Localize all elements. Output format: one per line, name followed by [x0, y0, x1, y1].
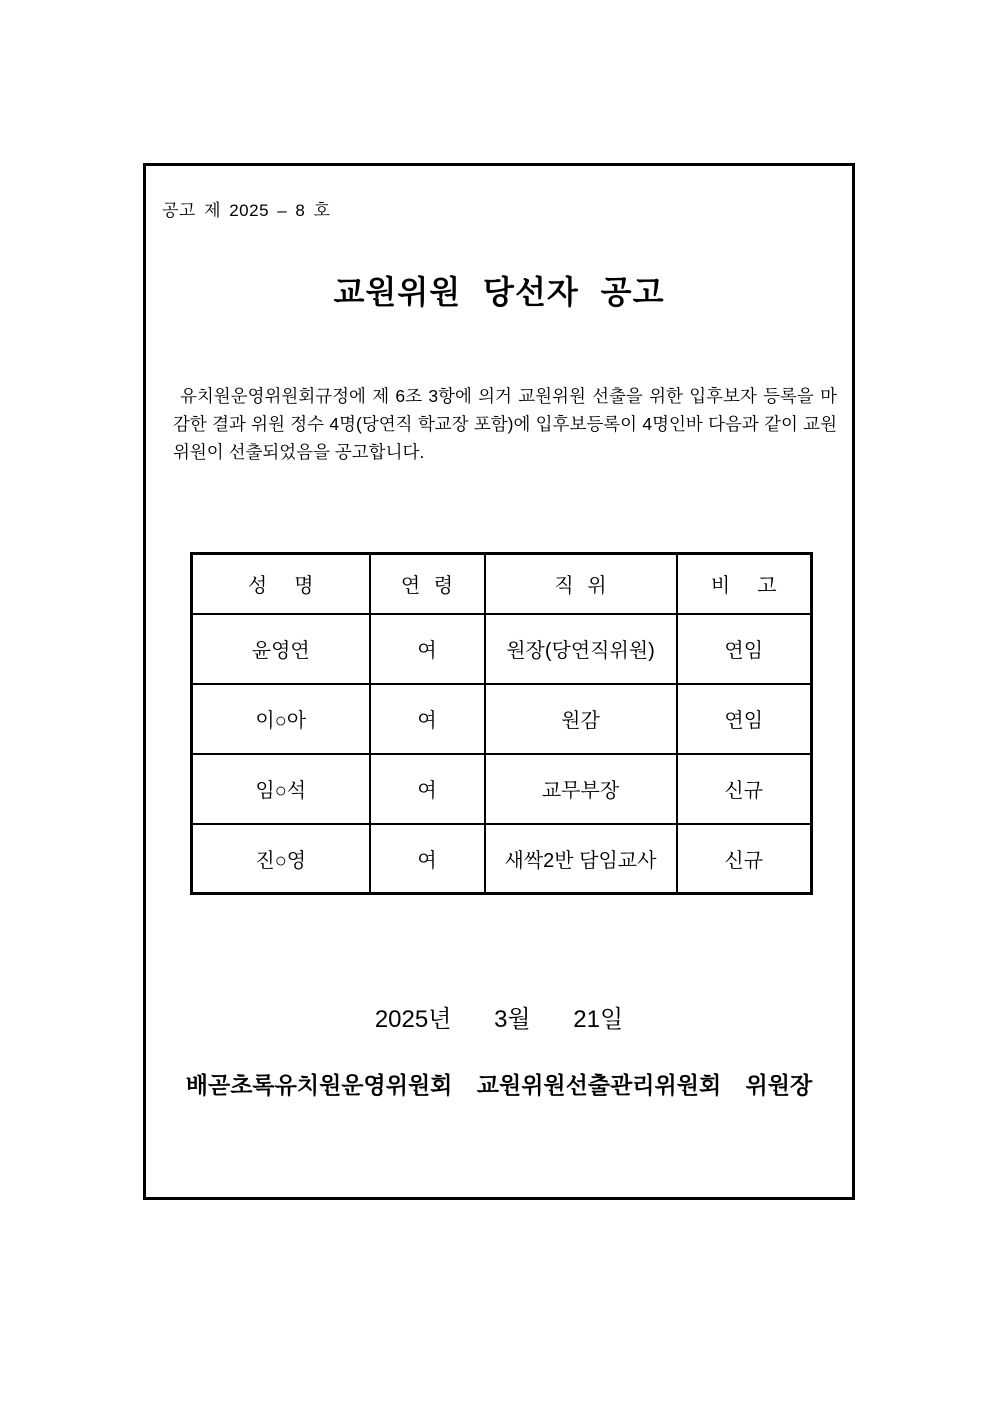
table-header-row	[192, 554, 812, 614]
doc-date: 2025년 3월 21일	[374, 1006, 624, 1033]
table-cell: 진○영	[192, 824, 370, 894]
table-cell: 연임	[677, 614, 812, 684]
table-cell: 교무부장	[485, 754, 677, 824]
table-cell: 여	[370, 614, 485, 684]
table-row	[192, 754, 812, 824]
table-cell: 이○아	[192, 684, 370, 754]
elected-members-table	[190, 552, 813, 895]
table-header-cell: 직 위	[485, 554, 677, 614]
table-cell: 원장(당연직위원)	[485, 614, 677, 684]
table-row	[192, 824, 812, 894]
table-cell: 윤영연	[192, 614, 370, 684]
table-row	[192, 614, 812, 684]
table-cell: 새싹2반 담임교사	[485, 824, 677, 894]
table-header-cell: 성 명	[192, 554, 370, 614]
table-cell: 신규	[677, 824, 812, 894]
table-cell: 신규	[677, 754, 812, 824]
table-cell: 여	[370, 824, 485, 894]
doc-body-paragraph: 유치원운영위원회규정에 제 6조 3항에 의거 교원위원 선출을 위한 입후보자 등록을 마감한 결과 위원 정수 4명(당연직 학교장 포함)에 입후보등록이 4명인바 다음과 같이 교원위원이 선출되었음을 공고합니다.	[173, 386, 837, 462]
table-cell: 연임	[677, 684, 812, 754]
document-border	[143, 163, 855, 1200]
doc-number: 공고 제 2025 – 8 호	[162, 201, 331, 220]
table-cell: 여	[370, 754, 485, 824]
table-header-cell: 비 고	[677, 554, 812, 614]
table-cell: 임○석	[192, 754, 370, 824]
table-cell: 여	[370, 684, 485, 754]
table-cell: 원감	[485, 684, 677, 754]
doc-title: 교원위원 당선자 공고	[333, 274, 665, 310]
table-row	[192, 684, 812, 754]
table-header-cell: 연 령	[370, 554, 485, 614]
doc-issuer: 배곧초록유치원운영위원회 교원위원선출관리위원회 위원장	[185, 1072, 813, 1098]
